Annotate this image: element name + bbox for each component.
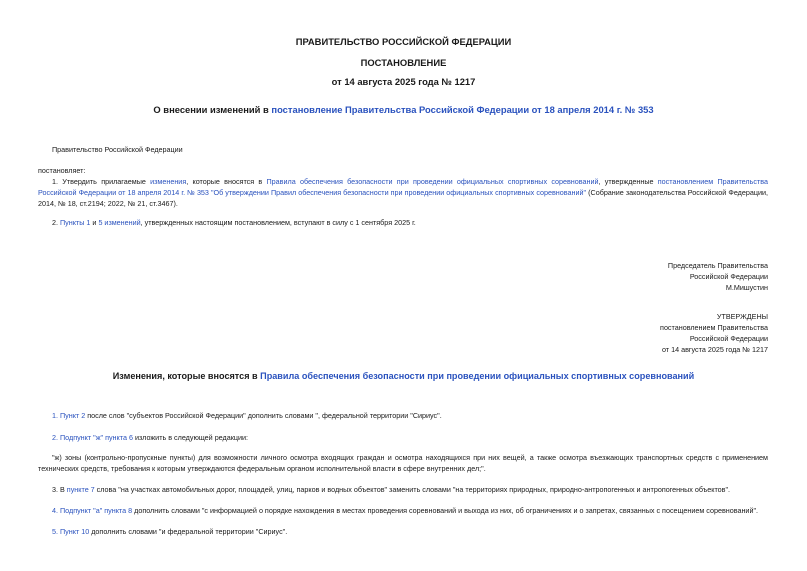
- point-7-link[interactable]: пункте 7: [66, 485, 95, 494]
- changes-5-link[interactable]: 5 изменений: [98, 218, 141, 227]
- subpoint-a-point-8-link[interactable]: 4. Подпункт "а" пункта 8: [52, 506, 133, 515]
- signature-line-3: М.Мишустин: [725, 283, 768, 292]
- resolution-353-link[interactable]: постановлением Правительства Российской Федерации от 18 апреля 2014 г. № 353 "Об утверждении Правил обеспечения безопасности при проведении официальных спортивных соревнований": [38, 177, 768, 197]
- decree-text: постановляет:: [38, 166, 86, 175]
- approved-line-3: Российской Федерации: [689, 334, 768, 343]
- document-date: от 14 августа 2025 года № 1217: [331, 76, 476, 87]
- change-item-1: 1. Пункт 2 после слов "субъектов Российской Федерации" дополнить словами ", федеральной территории "Сириус".: [52, 411, 442, 420]
- title-link[interactable]: постановление Правительства Российской Федерации от 18 апреля 2014 г. № 353: [271, 104, 654, 115]
- approved-block: [660, 311, 768, 355]
- approved-line-2: постановлением Правительства: [660, 323, 768, 332]
- government-heading: ПРАВИТЕЛЬСТВО РОССИЙСКОЙ ФЕДЕРАЦИИ: [295, 36, 512, 47]
- document-title: [0, 104, 807, 115]
- point-10-link[interactable]: 5. Пункт 10: [52, 527, 90, 536]
- changes-title: Изменения, которые вносятся в Правила обеспечения безопасности при проведении официальных спортивных соревнований: [112, 371, 695, 381]
- approved-line-4: от 14 августа 2025 года № 1217: [661, 345, 768, 354]
- change-item-2: 2. Подпункт "ж" пункта 6 изложить в следующей редакции:: [52, 433, 249, 442]
- changes-link[interactable]: изменения: [150, 177, 187, 186]
- points-1-link[interactable]: Пункты 1: [60, 218, 91, 227]
- title-prefix: О внесении изменений в: [153, 104, 272, 115]
- paragraph-1: 1. Утвердить прилагаемые изменения, которые вносятся в Правила обеспечения безопасности при проведении официальных спортивных соревнований, утвержденные постановлением Правительства Российской Федерации от 18 апреля 2014 г. № 353 "Об утверждении Правил обеспечения безопасности при проведении официальных спортивных соревнований" (Собрание законодательства Российской Федерации, 2014, № 18, ст.2194; 2022, № 21, ст.3467).: [38, 177, 768, 208]
- signature-block: [668, 260, 768, 293]
- change-item-4: 4. Подпункт "а" пункта 8 дополнить словами "с информацией о порядке нахождения в местах проведения соревнований и выхода из них, об ограничениях и о запретах, связанных с посещением соревнований".: [52, 506, 759, 515]
- point-2-link[interactable]: 1. Пункт 2: [52, 411, 86, 420]
- change-item-3: 3. В пункте 7 слова "на участках автомобильных дорог, площадей, улиц, парков и водных объектов" заменить словами "на территориях природных, природно-антропогенных и антропогенных объектов".: [52, 485, 731, 494]
- subpoint-zh-point-6-link[interactable]: 2. Подпункт "ж" пункта 6: [52, 433, 133, 442]
- signature-line-2: Российской Федерации: [689, 272, 768, 281]
- rules-link[interactable]: Правила обеспечения безопасности при проведении официальных спортивных соревнований: [266, 177, 599, 186]
- change-item-5: 5. Пункт 10 дополнить словами "и федеральной территории "Сириус".: [52, 527, 288, 536]
- changes-title-link[interactable]: Правила обеспечения безопасности при проведении официальных спортивных соревнований: [260, 371, 695, 381]
- change-item-2-quote: "ж) зоны (контрольно-пропускные пункты) для возможности личного осмотра входящих граждан и осмотра находящихся при них вещей, а также осмотра въезжающих транспортных средств с применением технических средств, требования к которым утверждаются федеральным органом исполнительной власти в сфере внутренних дел;".: [38, 453, 768, 473]
- document-type: ПОСТАНОВЛЕНИЕ: [360, 57, 447, 68]
- intro-text: Правительство Российской Федерации: [52, 145, 183, 154]
- approved-line-1: УТВЕРЖДЕНЫ: [716, 312, 768, 321]
- signature-line-1: Председатель Правительства: [667, 261, 768, 270]
- paragraph-2: 2. Пункты 1 и 5 изменений, утвержденных настоящим постановлением, вступают в силу с 1 сентября 2025 г.: [52, 218, 416, 227]
